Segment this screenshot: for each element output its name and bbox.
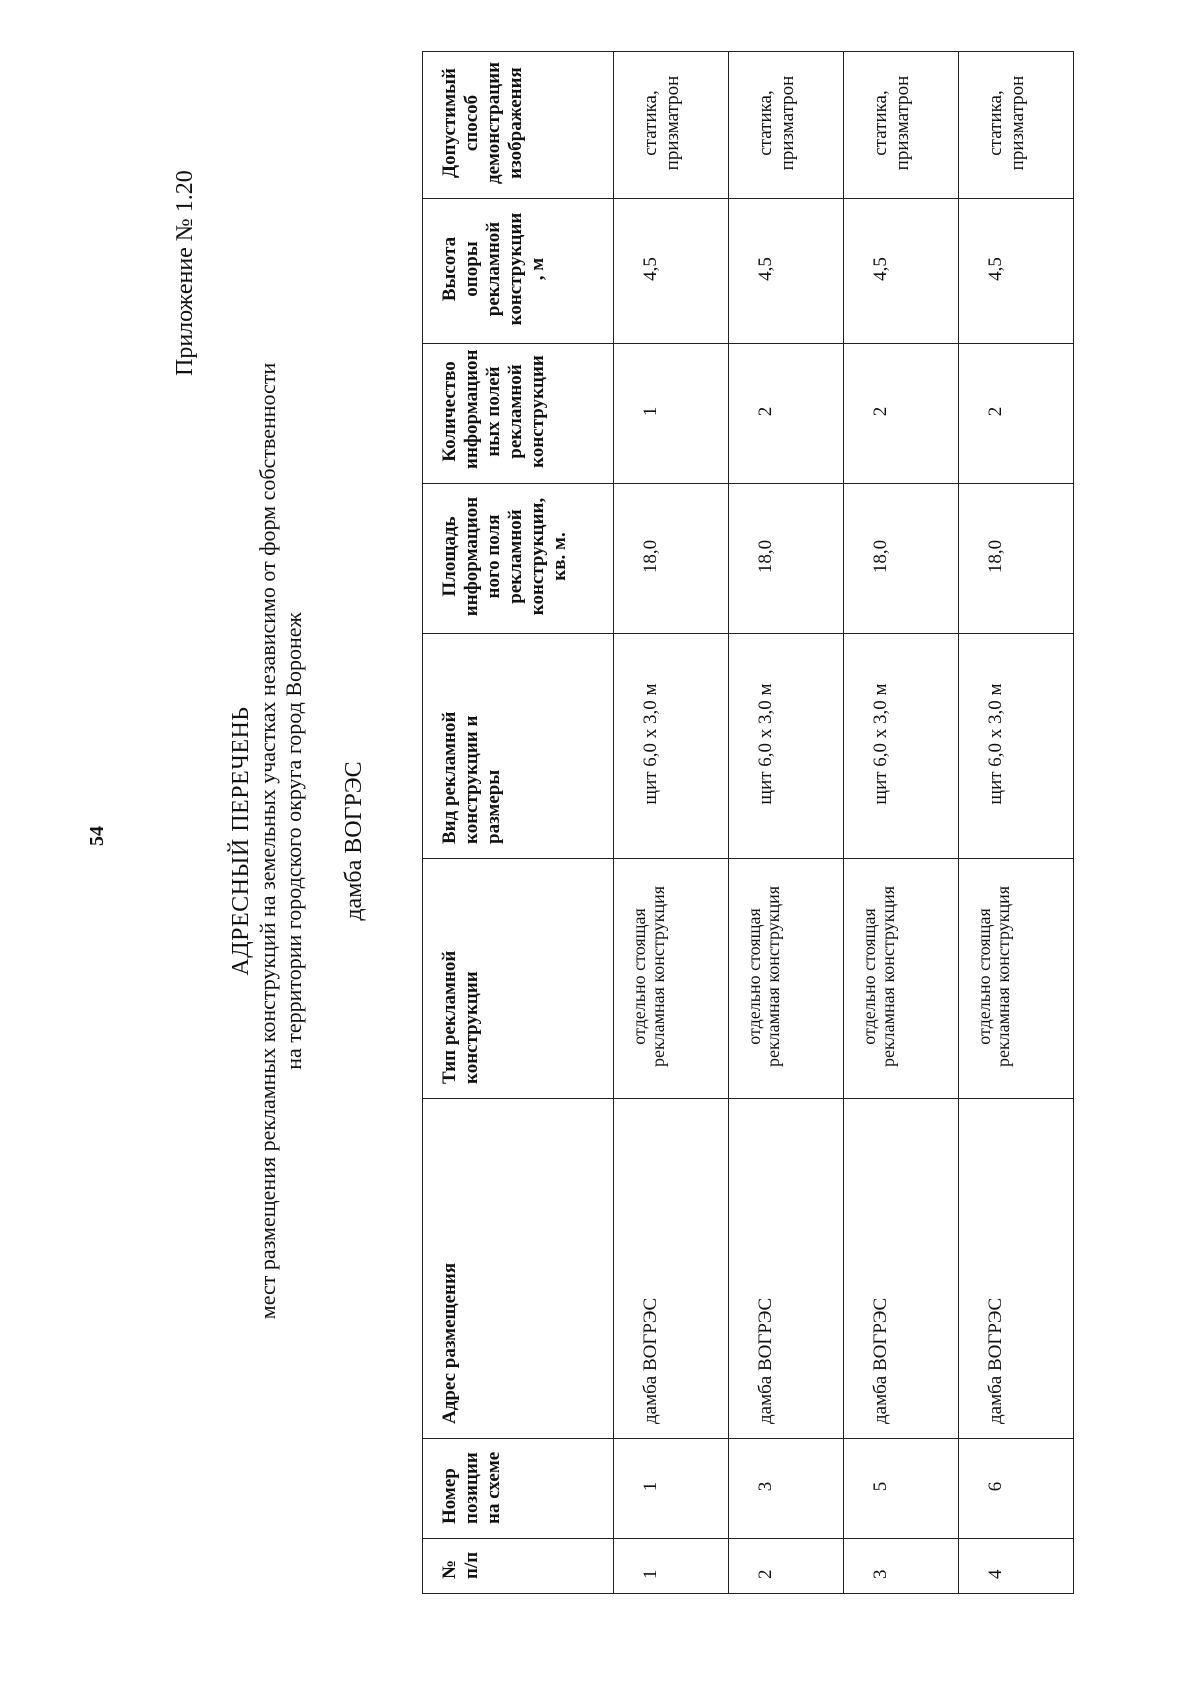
cell-area: 18,0 — [614, 484, 729, 634]
cell-kind: щит 6,0 х 3,0 м — [614, 634, 729, 859]
table-row — [729, 52, 844, 1594]
header-cell-height: Высота опоры рекламной конструкции , м — [423, 199, 614, 344]
header-cell-address: Адрес размещения — [423, 1099, 614, 1439]
cell-area: 18,0 — [729, 484, 844, 634]
cell-address: дамба ВОГРЭС — [844, 1099, 959, 1439]
cell-mode: статика, призматрон — [614, 52, 729, 199]
cell-number: 1 — [614, 1539, 729, 1594]
cell-address: дамба ВОГРЭС — [729, 1099, 844, 1439]
document-title: АДРЕСНЫЙ ПЕРЕЧЕНЬ — [228, 706, 254, 976]
cell-fields: 2 — [729, 344, 844, 484]
cell-mode: статика, призматрон — [729, 52, 844, 199]
cell-fields: 2 — [844, 344, 959, 484]
document-subtitle-line-1: мест размещения рекламных конструкций на земельных участках независимо от форм собственности — [255, 362, 280, 1320]
cell-height: 4,5 — [844, 199, 959, 344]
cell-fields: 1 — [614, 344, 729, 484]
address-table — [422, 51, 1074, 1594]
table-row — [844, 52, 959, 1594]
cell-area: 18,0 — [959, 484, 1074, 634]
cell-position: 5 — [844, 1439, 959, 1539]
cell-height: 4,5 — [614, 199, 729, 344]
section-title: дамба ВОГРЭС — [341, 761, 367, 921]
title-block — [228, 226, 368, 1456]
cell-type: отдельно стоящая рекламная конструкция — [729, 859, 844, 1099]
page-number: 54 — [86, 826, 108, 846]
cell-height: 4,5 — [959, 199, 1074, 344]
cell-mode: статика, призматрон — [844, 52, 959, 199]
cell-position: 1 — [614, 1439, 729, 1539]
cell-number: 3 — [844, 1539, 959, 1594]
cell-mode: статика, призматрон — [959, 52, 1074, 199]
cell-area: 18,0 — [844, 484, 959, 634]
table-row — [614, 52, 729, 1594]
cell-kind: щит 6,0 х 3,0 м — [844, 634, 959, 859]
cell-type: отдельно стоящая рекламная конструкция — [959, 859, 1074, 1099]
cell-fields: 2 — [959, 344, 1074, 484]
cell-kind: щит 6,0 х 3,0 м — [729, 634, 844, 859]
cell-kind: щит 6,0 х 3,0 м — [959, 634, 1074, 859]
header-cell-fields: Количество информацион ных полей рекламной конструкции — [423, 344, 614, 484]
appendix-label: Приложение № 1.20 — [172, 170, 198, 376]
header-cell-number: № п/п — [423, 1539, 614, 1594]
document-subtitle-line-2: на территории городского округа город Воронеж — [281, 612, 306, 1070]
cell-number: 4 — [959, 1539, 1074, 1594]
header-cell-area: Площадь информацион ного поля рекламной конструкции, кв. м. — [423, 484, 614, 634]
header-cell-mode: Допустимый способ демонстрации изображения — [423, 52, 614, 199]
table-row — [959, 52, 1074, 1594]
cell-type: отдельно стоящая рекламная конструкция — [844, 859, 959, 1099]
header-cell-position: Номер позиции на схеме — [423, 1439, 614, 1539]
table-header-row — [423, 52, 614, 1594]
cell-address: дамба ВОГРЭС — [959, 1099, 1074, 1439]
header-cell-kind: Вид рекламной конструкции и размеры — [423, 634, 614, 859]
cell-position: 3 — [729, 1439, 844, 1539]
cell-address: дамба ВОГРЭС — [614, 1099, 729, 1439]
cell-height: 4,5 — [729, 199, 844, 344]
header-cell-type: Тип рекламной конструкции — [423, 859, 614, 1099]
cell-position: 6 — [959, 1439, 1074, 1539]
address-table-wrapper — [422, 52, 1074, 1594]
cell-type: отдельно стоящая рекламная конструкция — [614, 859, 729, 1099]
cell-number: 2 — [729, 1539, 844, 1594]
